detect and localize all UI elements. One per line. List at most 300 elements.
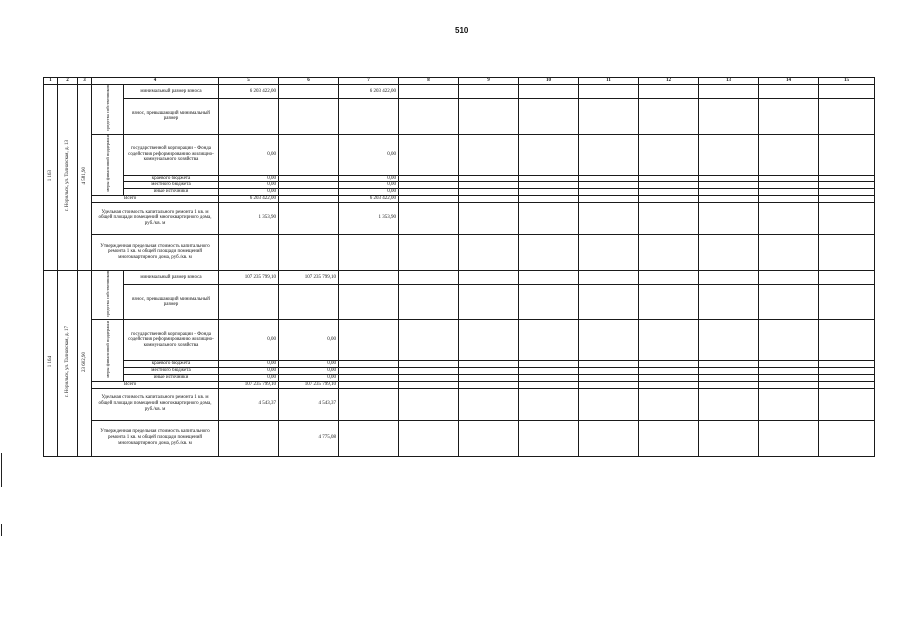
empty-cell bbox=[579, 134, 639, 175]
empty-cell bbox=[819, 202, 875, 234]
value-cell bbox=[339, 99, 399, 134]
empty-cell bbox=[399, 202, 459, 234]
empty-cell bbox=[519, 270, 579, 284]
table-row bbox=[44, 175, 875, 182]
value-cell bbox=[339, 420, 399, 456]
table-row bbox=[44, 134, 875, 175]
value-cell bbox=[219, 374, 279, 381]
value-cell bbox=[219, 99, 279, 134]
empty-cell bbox=[699, 202, 759, 234]
empty-cell bbox=[759, 189, 819, 196]
empty-cell bbox=[519, 182, 579, 189]
row-label-text: государственной корпорации - Фонда содействия реформированию жилищно-коммунального хозяйства bbox=[128, 331, 214, 349]
amount: 0,00 bbox=[267, 368, 276, 374]
empty-cell bbox=[639, 195, 699, 202]
empty-cell bbox=[759, 374, 819, 381]
group-label: меры финансовой поддержки bbox=[104, 320, 110, 378]
value-cell bbox=[339, 361, 399, 368]
empty-cell bbox=[399, 234, 459, 270]
empty-cell bbox=[819, 420, 875, 456]
amount: 0,00 bbox=[267, 189, 276, 195]
empty-cell bbox=[819, 285, 875, 320]
group-financial-support bbox=[92, 320, 124, 381]
col-number: 2 bbox=[58, 78, 78, 85]
value-cell bbox=[219, 270, 279, 284]
col-number: 14 bbox=[759, 78, 819, 85]
row-label-text: взнос, превышающий минимальный размер bbox=[132, 110, 210, 122]
empty-cell bbox=[699, 85, 759, 99]
empty-cell bbox=[459, 85, 519, 99]
empty-cell bbox=[459, 361, 519, 368]
value-cell bbox=[279, 99, 339, 134]
value-cell bbox=[339, 320, 399, 361]
empty-cell bbox=[759, 175, 819, 182]
empty-cell bbox=[819, 85, 875, 99]
address: г. Норильск, ул. Талнахская, д. 13 bbox=[64, 140, 70, 212]
empty-cell bbox=[699, 320, 759, 361]
empty-cell bbox=[819, 361, 875, 368]
scan-edge-mark bbox=[1, 524, 2, 536]
row-label-text: государственной корпорации - Фонда содействия реформированию жилищно-коммунального хозяйства bbox=[128, 145, 214, 163]
empty-cell bbox=[819, 195, 875, 202]
amount: 0,00 bbox=[327, 337, 336, 343]
empty-cell bbox=[699, 381, 759, 388]
empty-cell bbox=[819, 234, 875, 270]
empty-cell bbox=[399, 189, 459, 196]
row-label bbox=[92, 195, 219, 202]
empty-cell bbox=[759, 420, 819, 456]
value-cell bbox=[219, 368, 279, 375]
amount: 6 203 422,00 bbox=[249, 88, 276, 94]
empty-cell bbox=[459, 374, 519, 381]
empty-cell bbox=[819, 270, 875, 284]
empty-cell bbox=[819, 99, 875, 134]
empty-cell bbox=[699, 189, 759, 196]
amount: 107 235 799,10 bbox=[244, 274, 276, 280]
row-label bbox=[124, 182, 219, 189]
value-cell bbox=[219, 381, 279, 388]
value-cell bbox=[279, 85, 339, 99]
amount: 0,00 bbox=[267, 361, 276, 367]
empty-cell bbox=[639, 388, 699, 420]
amount: 0,00 bbox=[387, 175, 396, 181]
group-own-funds bbox=[92, 270, 124, 320]
empty-cell bbox=[519, 189, 579, 196]
empty-cell bbox=[459, 202, 519, 234]
empty-cell bbox=[759, 134, 819, 175]
empty-cell bbox=[519, 85, 579, 99]
amount: 4 775,08 bbox=[318, 435, 336, 441]
empty-cell bbox=[519, 368, 579, 375]
table-row bbox=[44, 99, 875, 134]
amount: 0,00 bbox=[267, 175, 276, 181]
row-label-text: Всего bbox=[124, 381, 137, 387]
empty-cell bbox=[639, 368, 699, 375]
col-number: 7 bbox=[339, 78, 399, 85]
row-label bbox=[124, 189, 219, 196]
empty-cell bbox=[759, 388, 819, 420]
page-number: 510 bbox=[455, 26, 469, 35]
empty-cell bbox=[579, 182, 639, 189]
empty-cell bbox=[519, 134, 579, 175]
col-number: 15 bbox=[819, 78, 875, 85]
empty-cell bbox=[459, 420, 519, 456]
empty-cell bbox=[519, 420, 579, 456]
empty-cell bbox=[579, 175, 639, 182]
value-cell bbox=[279, 361, 339, 368]
row-label bbox=[124, 374, 219, 381]
amount: 0,00 bbox=[267, 151, 276, 157]
empty-cell bbox=[759, 381, 819, 388]
empty-cell bbox=[579, 368, 639, 375]
table-row bbox=[44, 388, 875, 420]
empty-cell bbox=[459, 381, 519, 388]
empty-cell bbox=[399, 320, 459, 361]
value-cell bbox=[339, 234, 399, 270]
empty-cell bbox=[639, 234, 699, 270]
empty-cell bbox=[759, 368, 819, 375]
row-label-text: Удельная стоимость капитального ремонта 1 кв. м общей площади помещений многоквартирного дома, руб./кв. м bbox=[98, 395, 212, 412]
empty-cell bbox=[459, 388, 519, 420]
col-number: 6 bbox=[279, 78, 339, 85]
col-number: 13 bbox=[699, 78, 759, 85]
amount: 107 235 799,10 bbox=[304, 274, 336, 280]
empty-cell bbox=[399, 85, 459, 99]
table-row bbox=[44, 182, 875, 189]
empty-cell bbox=[639, 361, 699, 368]
empty-cell bbox=[459, 189, 519, 196]
address-cell bbox=[58, 85, 78, 271]
group-own-funds bbox=[92, 85, 124, 135]
empty-cell bbox=[399, 270, 459, 284]
amount: 1 353,90 bbox=[258, 215, 276, 221]
table-row bbox=[44, 320, 875, 361]
amount: 107 235 799,10 bbox=[304, 381, 336, 387]
amount: 0,00 bbox=[327, 374, 336, 380]
row-label-text: Удельная стоимость капитального ремонта 1 кв. м общей площади помещений многоквартирного дома, руб./кв. м bbox=[98, 209, 212, 227]
empty-cell bbox=[759, 202, 819, 234]
row-label-text: краевого бюджета bbox=[151, 175, 191, 181]
value-cell bbox=[339, 182, 399, 189]
empty-cell bbox=[399, 182, 459, 189]
empty-cell bbox=[399, 285, 459, 320]
row-label bbox=[124, 99, 219, 134]
area-cell bbox=[78, 85, 92, 271]
empty-cell bbox=[579, 189, 639, 196]
value-cell bbox=[339, 285, 399, 320]
empty-cell bbox=[819, 381, 875, 388]
empty-cell bbox=[819, 368, 875, 375]
value-cell bbox=[339, 202, 399, 234]
amount: 6 203 422,00 bbox=[369, 88, 396, 94]
row-label bbox=[124, 361, 219, 368]
amount: 6 203 422,00 bbox=[369, 195, 396, 201]
empty-cell bbox=[459, 270, 519, 284]
value-cell bbox=[279, 420, 339, 456]
value-cell bbox=[219, 85, 279, 99]
empty-cell bbox=[819, 175, 875, 182]
empty-cell bbox=[819, 182, 875, 189]
row-label bbox=[124, 368, 219, 375]
empty-cell bbox=[579, 320, 639, 361]
empty-cell bbox=[519, 381, 579, 388]
row-label-text: взнос, превышающий минимальный размер bbox=[132, 296, 210, 308]
empty-cell bbox=[399, 195, 459, 202]
area-cell bbox=[78, 270, 92, 456]
empty-cell bbox=[579, 234, 639, 270]
empty-cell bbox=[699, 175, 759, 182]
empty-cell bbox=[519, 388, 579, 420]
value-cell bbox=[279, 270, 339, 284]
col-number: 9 bbox=[459, 78, 519, 85]
record-number-cell bbox=[44, 85, 58, 271]
empty-cell bbox=[639, 202, 699, 234]
amount: 0,00 bbox=[387, 151, 396, 157]
value-cell bbox=[279, 195, 339, 202]
value-cell bbox=[219, 182, 279, 189]
empty-cell bbox=[399, 361, 459, 368]
empty-cell bbox=[579, 374, 639, 381]
table-row bbox=[44, 420, 875, 456]
col-number: 3 bbox=[78, 78, 92, 85]
value-cell bbox=[219, 202, 279, 234]
empty-cell bbox=[759, 182, 819, 189]
empty-cell bbox=[639, 285, 699, 320]
value-cell bbox=[279, 182, 339, 189]
row-label-text: Всего bbox=[124, 195, 137, 201]
empty-cell bbox=[519, 320, 579, 361]
value-cell bbox=[219, 320, 279, 361]
empty-cell bbox=[759, 270, 819, 284]
value-cell bbox=[339, 388, 399, 420]
row-label-text: краевого бюджета bbox=[151, 361, 191, 367]
amount: 0,00 bbox=[267, 337, 276, 343]
value-cell bbox=[279, 134, 339, 175]
empty-cell bbox=[459, 368, 519, 375]
group-financial-support bbox=[92, 134, 124, 195]
record-number: 1 163 bbox=[47, 170, 53, 182]
amount: 1 353,90 bbox=[378, 215, 396, 221]
value-cell bbox=[219, 285, 279, 320]
empty-cell bbox=[399, 381, 459, 388]
empty-cell bbox=[459, 320, 519, 361]
value-cell bbox=[279, 189, 339, 196]
empty-cell bbox=[519, 285, 579, 320]
empty-cell bbox=[579, 361, 639, 368]
empty-cell bbox=[519, 195, 579, 202]
record-number-cell bbox=[44, 270, 58, 456]
total-area: 4 581,90 bbox=[81, 167, 87, 185]
value-cell bbox=[219, 195, 279, 202]
table-row bbox=[44, 195, 875, 202]
amount: 4 543,37 bbox=[258, 401, 276, 407]
empty-cell bbox=[639, 189, 699, 196]
empty-cell bbox=[579, 388, 639, 420]
row-label bbox=[124, 85, 219, 99]
empty-cell bbox=[759, 85, 819, 99]
col-number: 11 bbox=[579, 78, 639, 85]
value-cell bbox=[339, 381, 399, 388]
value-cell bbox=[339, 368, 399, 375]
amount: 4 543,37 bbox=[318, 401, 336, 407]
table-row bbox=[44, 85, 875, 99]
capital-repair-table bbox=[43, 77, 875, 457]
empty-cell bbox=[699, 234, 759, 270]
empty-cell bbox=[639, 381, 699, 388]
empty-cell bbox=[459, 195, 519, 202]
row-label bbox=[124, 285, 219, 320]
empty-cell bbox=[759, 361, 819, 368]
row-label bbox=[92, 234, 219, 270]
empty-cell bbox=[759, 195, 819, 202]
col-number: 4 bbox=[92, 78, 219, 85]
empty-cell bbox=[759, 320, 819, 361]
table-row bbox=[44, 189, 875, 196]
amount: 0,00 bbox=[267, 374, 276, 380]
empty-cell bbox=[579, 420, 639, 456]
row-label bbox=[92, 202, 219, 234]
value-cell bbox=[339, 85, 399, 99]
empty-cell bbox=[519, 361, 579, 368]
record-number: 1 164 bbox=[47, 356, 53, 368]
empty-cell bbox=[519, 234, 579, 270]
empty-cell bbox=[639, 374, 699, 381]
col-number: 5 bbox=[219, 78, 279, 85]
empty-cell bbox=[699, 420, 759, 456]
empty-cell bbox=[519, 202, 579, 234]
empty-cell bbox=[579, 381, 639, 388]
empty-cell bbox=[759, 234, 819, 270]
empty-cell bbox=[579, 85, 639, 99]
row-label bbox=[92, 420, 219, 456]
empty-cell bbox=[639, 99, 699, 134]
empty-cell bbox=[459, 99, 519, 134]
empty-cell bbox=[639, 175, 699, 182]
row-label bbox=[124, 320, 219, 361]
row-label-text: минимальный размер взноса bbox=[140, 274, 202, 280]
amount: 107 235 799,10 bbox=[244, 381, 276, 387]
row-label bbox=[92, 388, 219, 420]
row-label-text: иные источники bbox=[153, 374, 189, 380]
value-cell bbox=[339, 189, 399, 196]
table-row bbox=[44, 368, 875, 375]
empty-cell bbox=[399, 374, 459, 381]
col-number: 12 bbox=[639, 78, 699, 85]
value-cell bbox=[219, 189, 279, 196]
value-cell bbox=[279, 285, 339, 320]
scan-edge-mark bbox=[1, 453, 2, 487]
row-label-text: Утвержденная предельная стоимость капитального ремонта 1 кв. м общей площади помещений многоквартирного дома, руб./кв. м bbox=[100, 429, 210, 446]
table-row bbox=[44, 285, 875, 320]
empty-cell bbox=[699, 374, 759, 381]
table-row bbox=[44, 381, 875, 388]
row-label bbox=[124, 134, 219, 175]
empty-cell bbox=[759, 285, 819, 320]
empty-cell bbox=[819, 320, 875, 361]
empty-cell bbox=[579, 270, 639, 284]
value-cell bbox=[279, 320, 339, 361]
empty-cell bbox=[399, 420, 459, 456]
empty-cell bbox=[639, 320, 699, 361]
empty-cell bbox=[399, 134, 459, 175]
amount: 0,00 bbox=[387, 182, 396, 188]
empty-cell bbox=[459, 182, 519, 189]
empty-cell bbox=[639, 420, 699, 456]
empty-cell bbox=[759, 99, 819, 134]
amount: 0,00 bbox=[327, 368, 336, 374]
empty-cell bbox=[699, 285, 759, 320]
empty-cell bbox=[579, 99, 639, 134]
row-label-text: иные источники bbox=[153, 189, 189, 195]
empty-cell bbox=[699, 99, 759, 134]
value-cell bbox=[339, 270, 399, 284]
empty-cell bbox=[399, 99, 459, 134]
empty-cell bbox=[579, 195, 639, 202]
col-number: 1 bbox=[44, 78, 58, 85]
empty-cell bbox=[699, 368, 759, 375]
value-cell bbox=[339, 134, 399, 175]
value-cell bbox=[219, 234, 279, 270]
value-cell bbox=[279, 388, 339, 420]
empty-cell bbox=[819, 189, 875, 196]
empty-cell bbox=[519, 99, 579, 134]
col-number: 10 bbox=[519, 78, 579, 85]
empty-cell bbox=[819, 374, 875, 381]
amount: 6 203 422,00 bbox=[249, 195, 276, 201]
value-cell bbox=[279, 234, 339, 270]
table-row bbox=[44, 234, 875, 270]
value-cell bbox=[339, 195, 399, 202]
empty-cell bbox=[699, 388, 759, 420]
value-cell bbox=[219, 134, 279, 175]
value-cell bbox=[219, 420, 279, 456]
empty-cell bbox=[639, 182, 699, 189]
empty-cell bbox=[639, 85, 699, 99]
value-cell bbox=[219, 175, 279, 182]
empty-cell bbox=[519, 374, 579, 381]
table-row bbox=[44, 361, 875, 368]
empty-cell bbox=[699, 195, 759, 202]
empty-cell bbox=[459, 234, 519, 270]
empty-cell bbox=[459, 175, 519, 182]
group-label: средства собственников bbox=[104, 85, 110, 131]
amount: 0,00 bbox=[387, 189, 396, 195]
empty-cell bbox=[819, 134, 875, 175]
amount: 0,00 bbox=[327, 361, 336, 367]
address: г. Норильск, ул. Талнахская, д. 17 bbox=[64, 326, 70, 398]
empty-cell bbox=[399, 368, 459, 375]
value-cell bbox=[279, 368, 339, 375]
empty-cell bbox=[459, 285, 519, 320]
empty-cell bbox=[699, 182, 759, 189]
column-number-row bbox=[44, 78, 875, 85]
value-cell bbox=[339, 374, 399, 381]
table-row bbox=[44, 270, 875, 284]
value-cell bbox=[279, 202, 339, 234]
empty-cell bbox=[819, 388, 875, 420]
row-label-text: местного бюджета bbox=[151, 368, 191, 374]
empty-cell bbox=[579, 202, 639, 234]
row-label bbox=[92, 381, 219, 388]
total-area: 23 602,90 bbox=[81, 351, 87, 372]
row-label-text: минимальный размер взноса bbox=[140, 88, 202, 94]
value-cell bbox=[279, 175, 339, 182]
empty-cell bbox=[639, 270, 699, 284]
empty-cell bbox=[699, 134, 759, 175]
empty-cell bbox=[519, 175, 579, 182]
value-cell bbox=[279, 381, 339, 388]
empty-cell bbox=[639, 134, 699, 175]
